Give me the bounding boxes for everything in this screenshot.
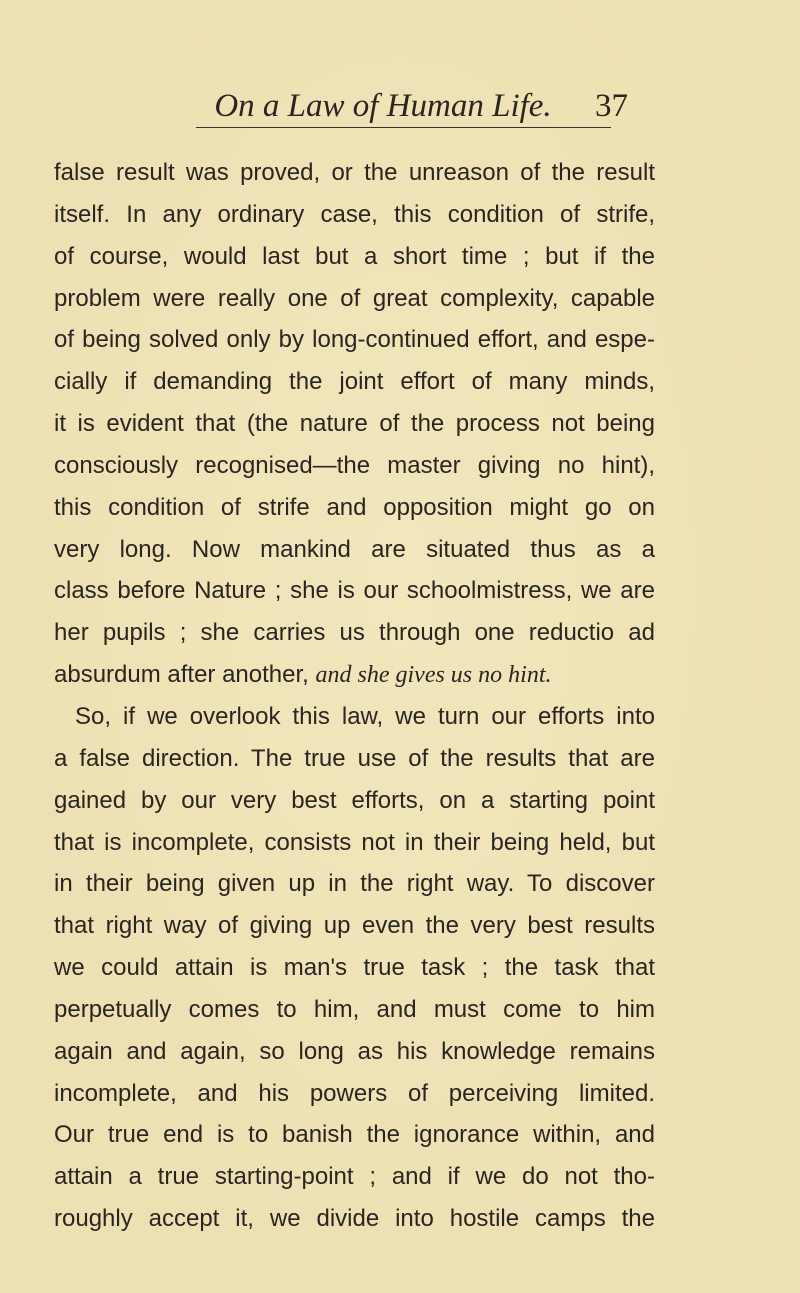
text-line: Our true end is to banish the ignorance within, and	[54, 1121, 655, 1149]
text-line: again and again, so long as his knowledge remains	[54, 1037, 655, 1065]
text-line: problem were really one of great complexity, capable	[54, 284, 655, 312]
text-line: in their being given up in the right way. To discover	[54, 870, 655, 898]
text-line: itself. In any ordinary case, this condition of strife,	[54, 200, 655, 228]
text-line: a false direction. The true use of the results that are	[54, 744, 655, 772]
text-line: that right way of giving up even the very best results	[54, 912, 655, 940]
text-line: very long. Now mankind are situated thus as a	[54, 535, 655, 563]
text-line: false result was proved, or the unreason of the result	[54, 159, 655, 186]
italic-phrase: and she gives us no hint.	[315, 662, 552, 689]
text-line: perpetually comes to him, and must come to him	[54, 995, 655, 1023]
text-line: it is evident that (the nature of the process not being	[54, 410, 655, 438]
text-line: cially if demanding the joint effort of many minds,	[54, 368, 655, 396]
running-head	[0, 86, 800, 130]
text-line: this condition of strife and opposition might go on	[54, 493, 655, 521]
text-line-paragraph-end	[54, 654, 655, 696]
page-number: 37	[595, 88, 628, 124]
header-rule	[196, 127, 611, 128]
running-title: On a Law of Human Life.	[214, 88, 552, 124]
text-line: of course, would last but a short time ; but if the	[54, 242, 655, 270]
text-line: consciously recognised—the master giving no hint),	[54, 451, 655, 479]
text-line: attain a true starting-point ; and if we do not tho-	[54, 1163, 655, 1191]
text-line: class before Nature ; she is our schoolmistress, we are	[54, 577, 655, 605]
text-segment: absurdum after another,	[54, 661, 309, 689]
text-line: roughly accept it, we divide into hostile camps the	[54, 1205, 655, 1233]
text-line: her pupils ; she carries us through one reductio ad	[54, 619, 655, 647]
text-line-paragraph-start: So, if we overlook this law, we turn our efforts into	[75, 702, 655, 730]
text-line: incomplete, and his powers of perceiving limited.	[54, 1079, 655, 1107]
text-line: of being solved only by long-continued effort, and espe-	[54, 326, 655, 354]
body-text	[54, 152, 655, 1240]
text-line: that is incomplete, consists not in their being held, but	[54, 828, 655, 856]
text-line: we could attain is man's true task ; the task that	[54, 954, 655, 982]
text-line: gained by our very best efforts, on a starting point	[54, 786, 655, 814]
